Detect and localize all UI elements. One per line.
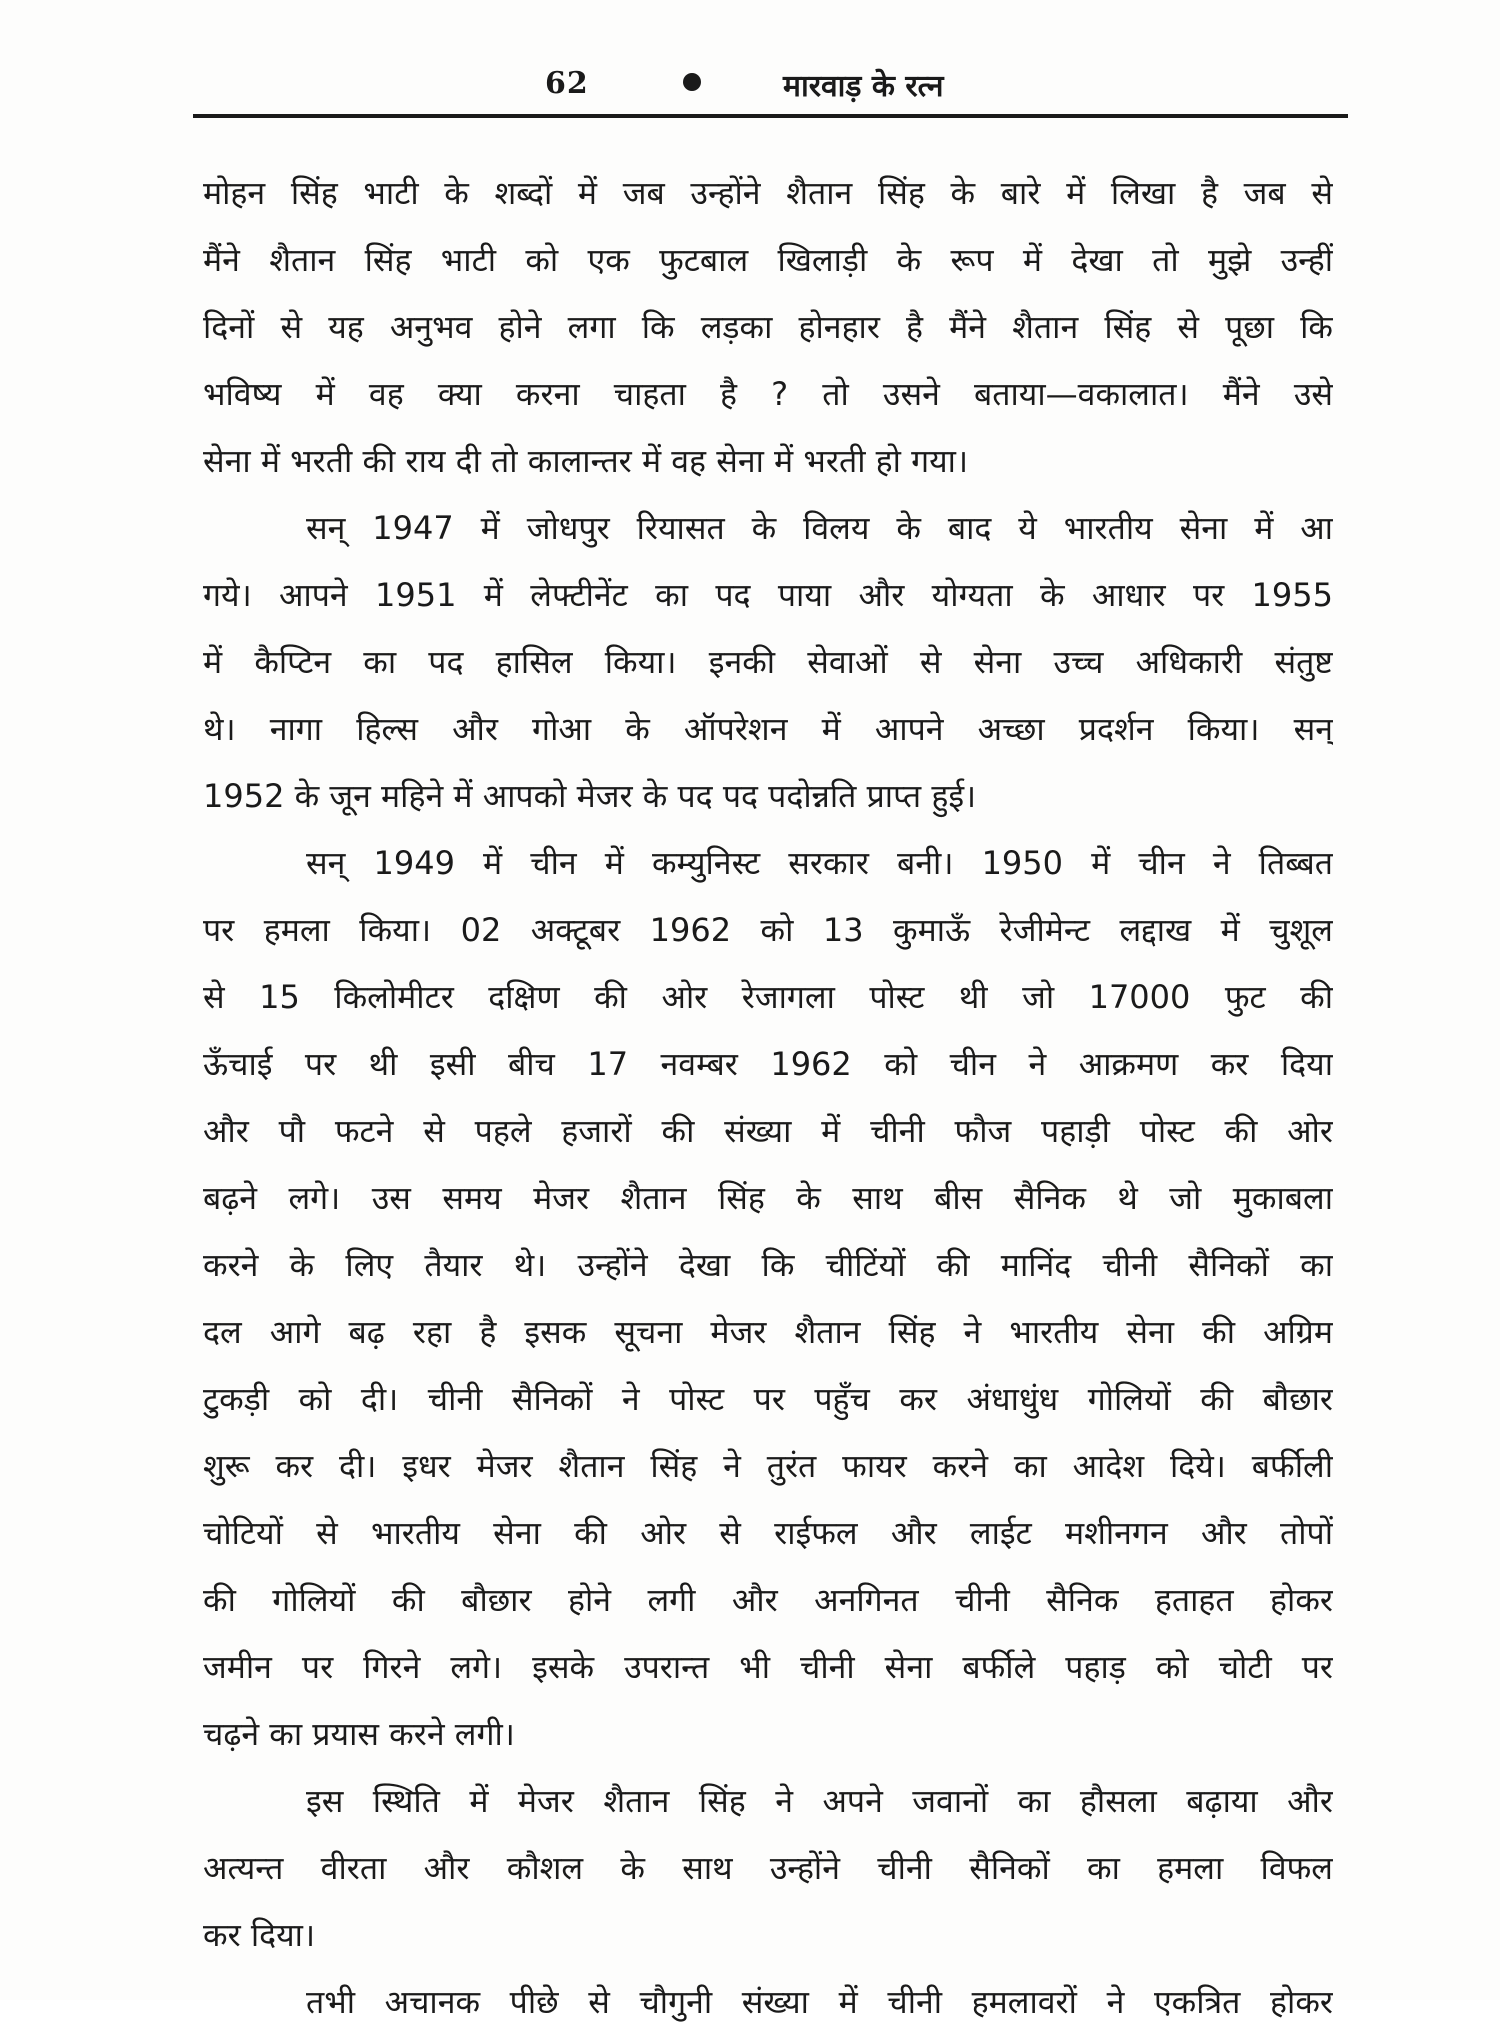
text-line: मोहन सिंह भाटी के शब्दों में जब उन्होंने शैतान सिंह के बारे में लिखा है जब से	[203, 174, 1333, 212]
text-line: अत्यन्त वीरता और कौशल के साथ उन्होंने चीनी सैनिकों का हमला विफल	[203, 1849, 1333, 1887]
text-line: सन् 1949 में चीन में कम्युनिस्ट सरकार बनी। 1950 में चीन ने तिब्बत	[306, 844, 1333, 882]
text-line: में कैप्टिन का पद हासिल किया। इनकी सेवाओं से सेना उच्च अधिकारी संतुष्ट	[203, 643, 1333, 681]
text-line: तभी अचानक पीछे से चौगुनी संख्या में चीनी हमलावरों ने एकत्रित होकर	[306, 1983, 1333, 2021]
paragraph-2	[203, 495, 1333, 830]
text-line: कर दिया।	[203, 1916, 316, 1954]
text-line: पर हमला किया। 02 अक्टूबर 1962 को 13 कुमाऊँ रेजीमेन्ट लद्दाख में चुशूल	[203, 911, 1333, 949]
running-title: मारवाड़ के रत्न	[783, 69, 944, 104]
text-line: सन् 1947 में जोधपुर रियासत के विलय के बाद ये भारतीय सेना में आ	[306, 509, 1333, 547]
text-line: ऊँचाई पर थी इसी बीच 17 नवम्बर 1962 को चीन ने आक्रमण कर दिया	[203, 1045, 1333, 1083]
text-line: गये। आपने 1951 में लेफ्टीनेंट का पद पाया और योग्यता के आधार पर 1955	[203, 576, 1333, 614]
header-rule	[193, 114, 1348, 118]
text-line: करने के लिए तैयार थे। उन्होंने देखा कि चीटिंयों की मानिंद चीनी सैनिकों का	[203, 1246, 1333, 1284]
paragraph-4	[203, 1768, 1333, 1969]
text-line: दल आगे बढ़ रहा है इसक सूचना मेजर शैतान सिंह ने भारतीय सेना की अग्रिम	[203, 1313, 1333, 1351]
text-line: बढ़ने लगे। उस समय मेजर शैतान सिंह के साथ बीस सैनिक थे जो मुकाबला	[203, 1179, 1333, 1217]
text-line: दिनों से यह अनुभव होने लगा कि लड़का होनहार है मैंने शैतान सिंह से पूछा कि	[203, 308, 1333, 346]
text-line: से 15 किलोमीटर दक्षिण की ओर रेजागला पोस्ट थी जो 17000 फुट की	[203, 978, 1333, 1016]
text-line: थे। नागा हिल्स और गोआ के ऑपरेशन में आपने अच्छा प्रदर्शन किया। सन्	[203, 710, 1333, 748]
body-text	[203, 160, 1333, 2036]
text-line: शुरू कर दी। इधर मेजर शैतान सिंह ने तुरंत फायर करने का आदेश दिये। बर्फीली	[203, 1447, 1333, 1485]
text-line: की गोलियों की बौछार होने लगी और अनगिनत चीनी सैनिक हताहत होकर	[203, 1581, 1333, 1619]
text-line: 1952 के जून महिने में आपको मेजर के पद पद पदोन्नति प्राप्त हुई।	[203, 777, 977, 815]
text-line: सेना में भरती की राय दी तो कालान्तर में वह सेना में भरती हो गया।	[203, 442, 969, 480]
paragraph-5	[203, 1969, 1333, 2036]
paragraph-3	[203, 830, 1333, 1768]
text-line: चढ़ने का प्रयास करने लगी।	[203, 1715, 515, 1753]
text-line: मैंने शैतान सिंह भाटी को एक फुटबाल खिलाड़ी के रूप में देखा तो मुझे उन्हीं	[203, 241, 1333, 279]
text-line: और पौ फटने से पहले हजारों की संख्या में चीनी फौज पहाड़ी पोस्ट की ओर	[203, 1112, 1333, 1150]
text-line: टुकड़ी को दी। चीनी सैनिकों ने पोस्ट पर पहुँच कर अंधाधुंध गोलियों की बौछार	[203, 1380, 1333, 1418]
text-line: चोटियों से भारतीय सेना की ओर से राईफल और लाईट मशीनगन और तोपों	[203, 1514, 1333, 1552]
text-line: जमीन पर गिरने लगे। इसके उपरान्त भी चीनी सेना बर्फीले पहाड़ को चोटी पर	[203, 1648, 1333, 1686]
text-line: इस स्थिति में मेजर शैतान सिंह ने अपने जवानों का हौसला बढ़ाया और	[306, 1782, 1333, 1820]
paragraph-1	[203, 160, 1333, 495]
bullet-icon	[683, 73, 701, 91]
text-line: भविष्य में वह क्या करना चाहता है ? तो उसने बताया—वकालात। मैंने उसे	[203, 375, 1333, 413]
page-number: 62	[545, 66, 589, 101]
page-header	[193, 58, 1348, 116]
